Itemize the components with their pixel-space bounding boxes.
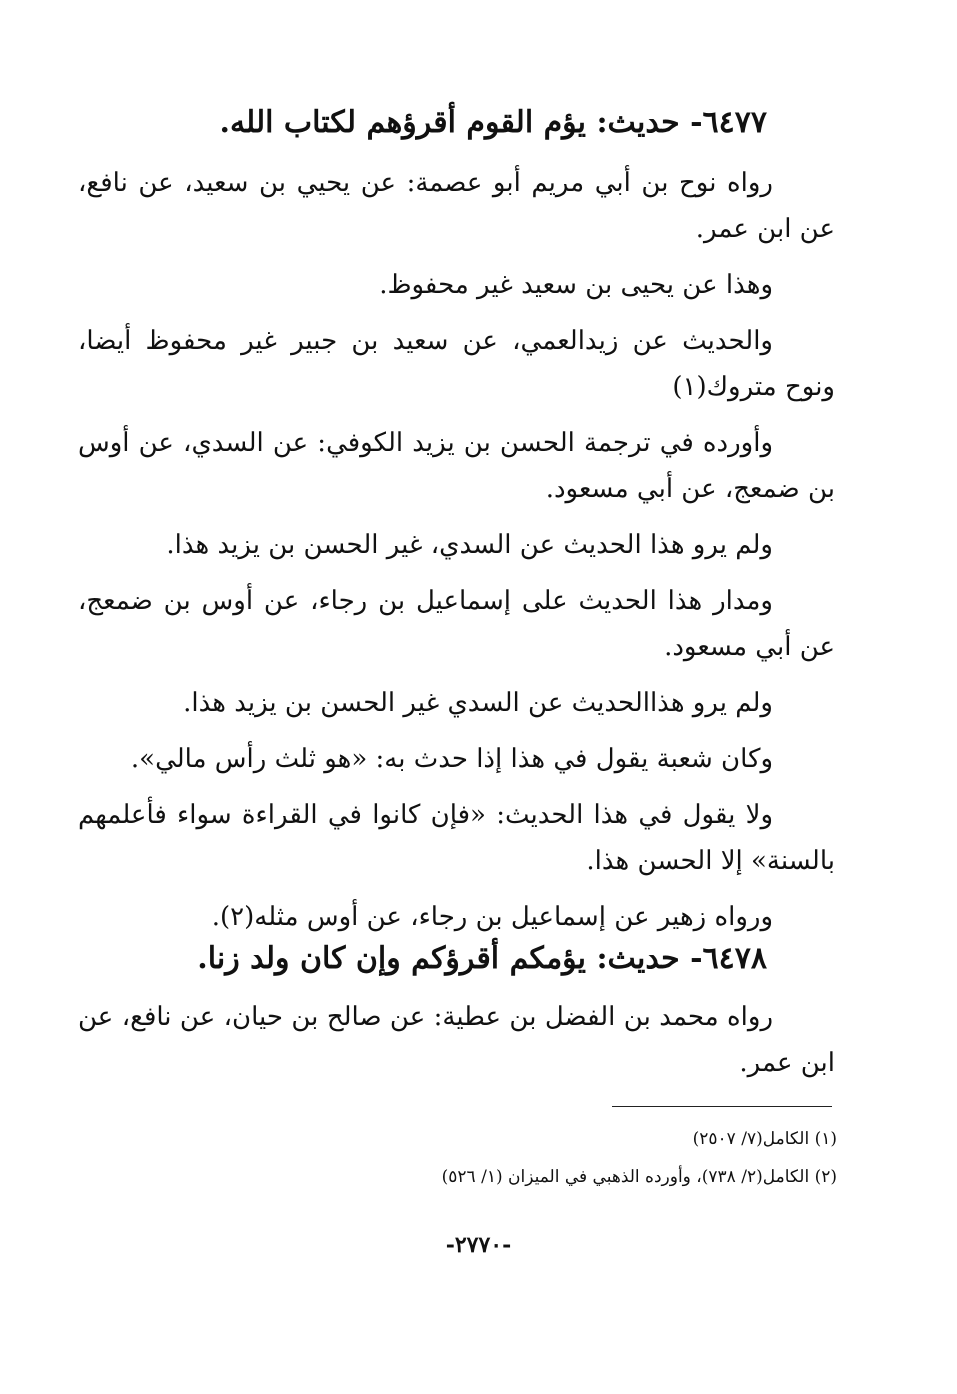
paragraph: وأورده في ترجمة الحسن بن يزيد الكوفي: عن السدي، عن أوس بن ضمعج، عن أبي مسعود. [78, 428, 835, 504]
footnote: (١) الكامل(٧/ ٢٥٠٧) [692, 1129, 837, 1149]
paragraph: ولم يرو هذاالحديث عن السدي غير الحسن بن يزيد هذا. [183, 688, 773, 718]
paragraph: وكان شعبة يقول في هذا إذا حدث به: «هو ثلث رأس مالي». [130, 744, 773, 774]
page-number: -٢٧٧٠- [445, 1232, 512, 1258]
hadith-heading-6477: ٦٤٧٧- حديث: يؤم القوم أقرؤهم لكتاب الله. [219, 105, 767, 140]
paragraph: وهذا عن يحيى بن سعيد غير محفوظ. [379, 270, 773, 300]
footnote: (٢) الكامل(٢/ ٧٣٨)، وأورده الذهبي في الميزان (١/ ٥٢٦) [441, 1167, 837, 1187]
paragraph: ورواه زهير عن إسماعيل بن رجاء، عن أوس مثله(٢). [211, 902, 773, 932]
hadith-body-6478 [78, 994, 835, 1086]
hadith-body-6477 [78, 160, 835, 940]
paragraph: ولم يرو هذا الحديث عن السدي، غير الحسن بن يزيد هذا. [166, 530, 773, 560]
paragraph: رواه نوح بن أبي مريم أبو عصمة: عن يحيي بن سعيد، عن نافع، عن ابن عمر. [78, 168, 835, 244]
hadith-heading-6478: ٦٤٧٨- حديث: يؤمكم أقرؤكم وإن كان ولد زنا. [197, 941, 767, 976]
paragraph: والحديث عن زيدالعمي، عن سعيد بن جبير غير محفوظ أيضا، ونوح متروك(١) [78, 326, 835, 402]
paragraph: ولا يقول في هذا الحديث: «فإن كانوا في القراءة سواء فأعلمهم بالسنة» إلا الحسن هذا. [78, 800, 835, 876]
paragraph: رواه محمد بن الفضل بن عطية: عن صالح بن حيان، عن نافع، عن ابن عمر. [78, 1002, 835, 1078]
footnote-separator [612, 1106, 832, 1107]
paragraph: ومدار هذا الحديث على إسماعيل بن رجاء، عن أوس بن ضمعج، عن أبي مسعود. [78, 586, 835, 662]
footnotes [237, 1120, 837, 1196]
